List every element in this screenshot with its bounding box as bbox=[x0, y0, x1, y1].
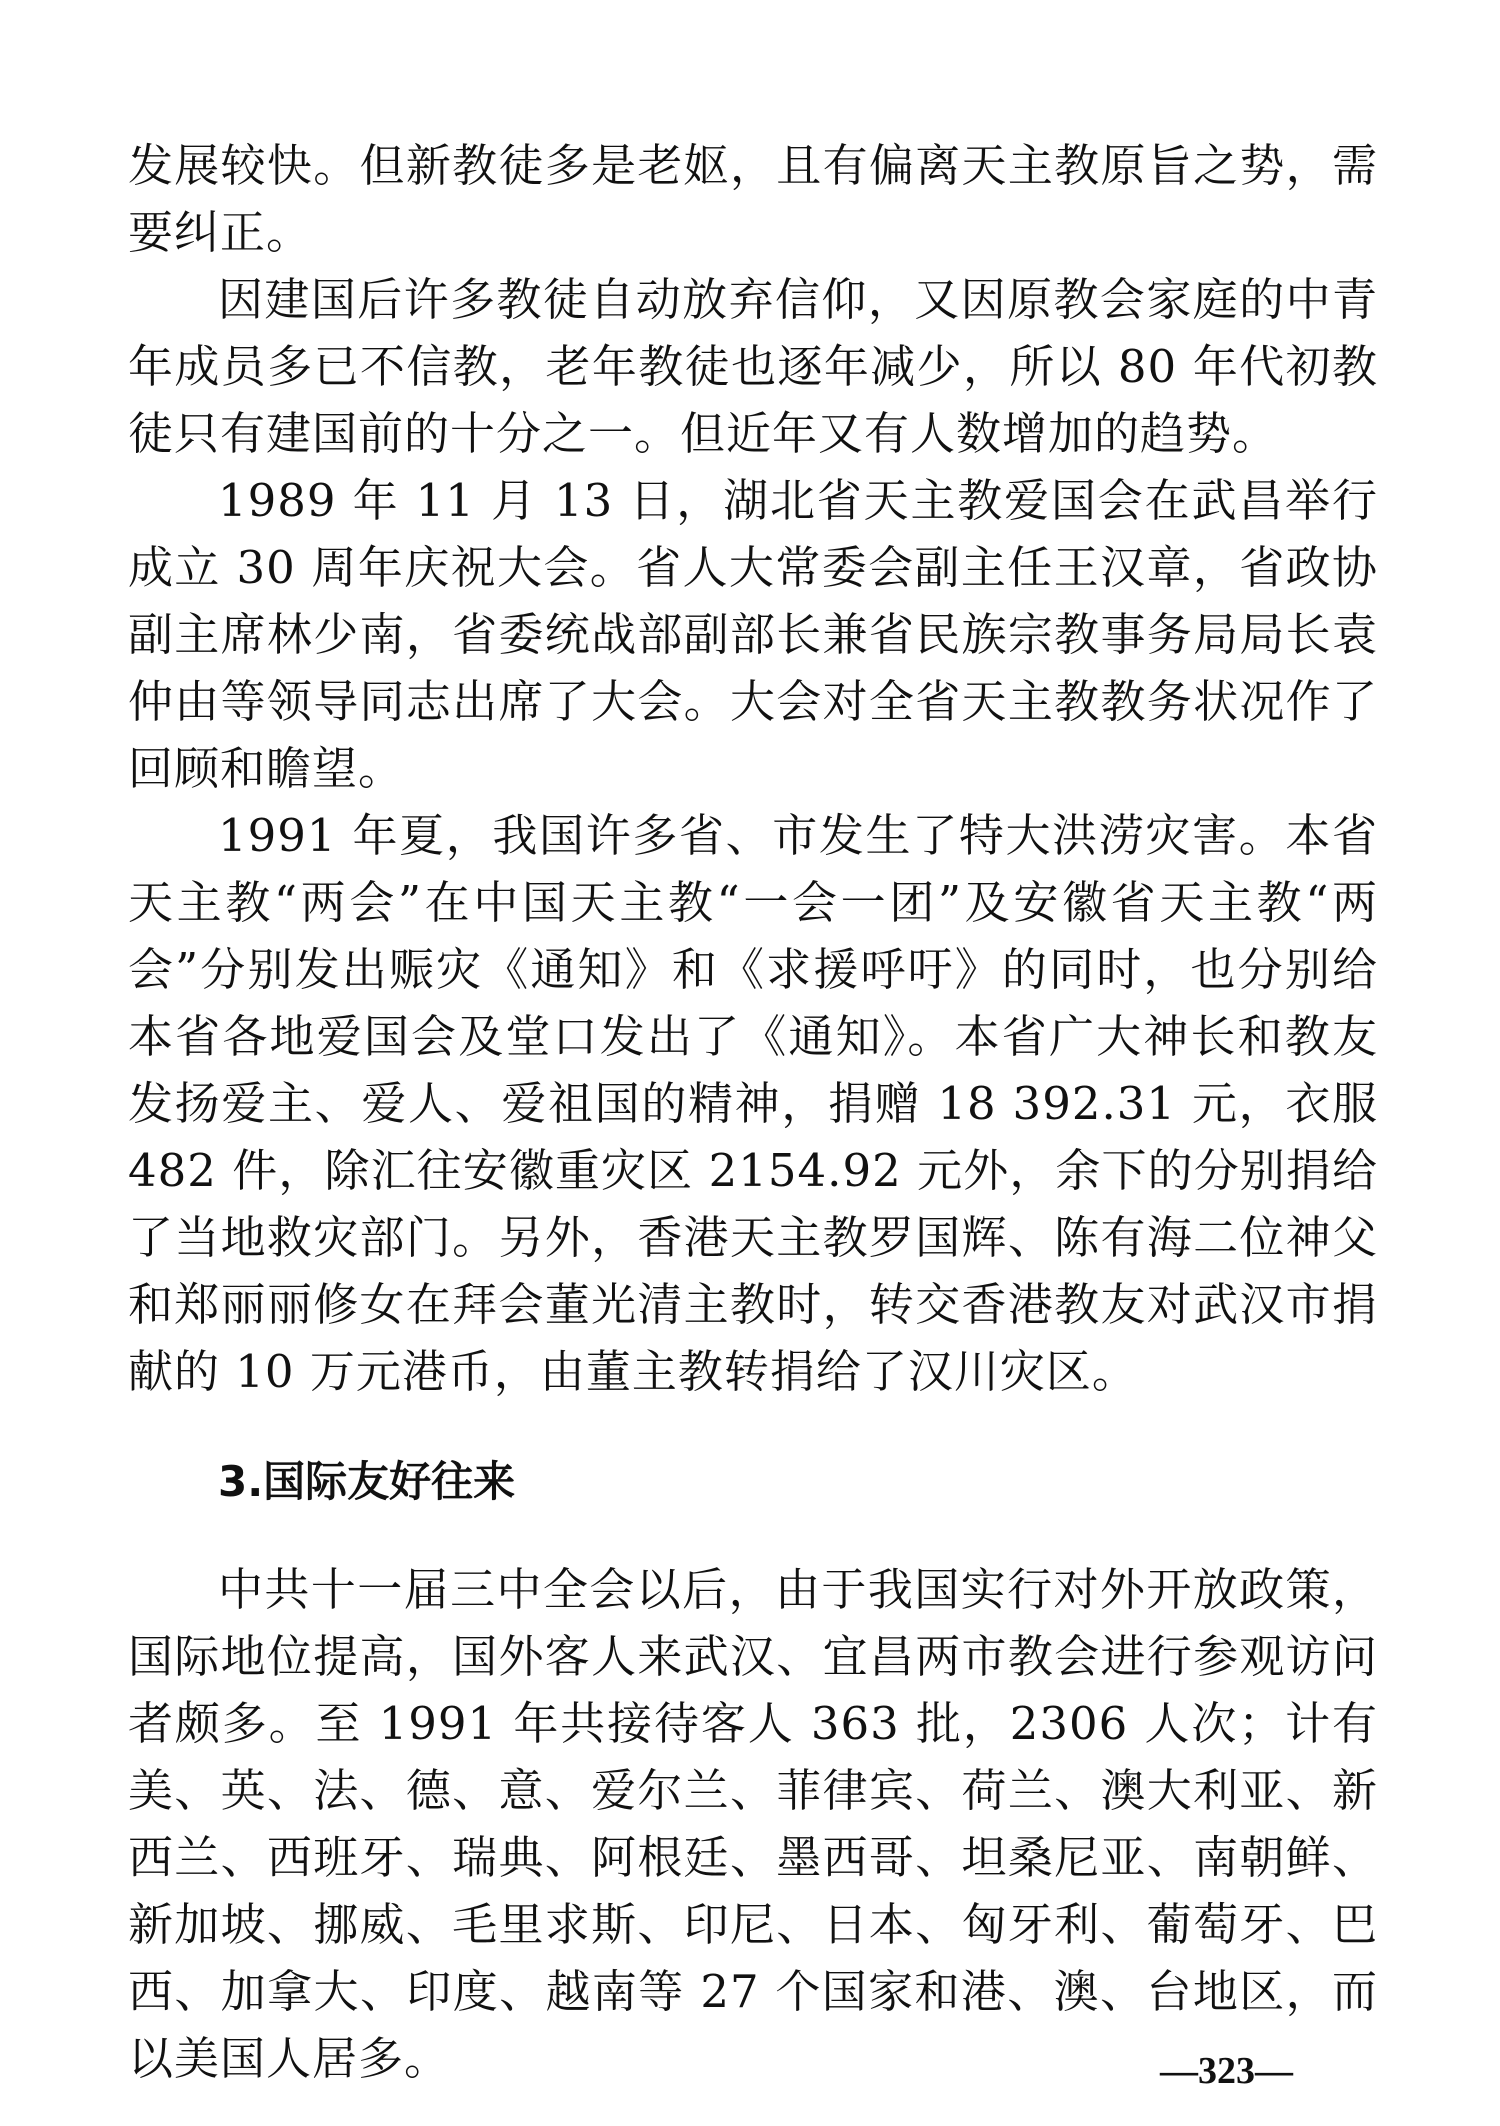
paragraph-continuation: 发展较快。但新教徒多是老妪，且有偏离天主教原旨之势，需要纠正。 bbox=[128, 139, 1378, 259]
page-number: —323— bbox=[1160, 2050, 1293, 2092]
paragraph-international-exchange: 中共十一届三中全会以后，由于我国实行对外开放政策，国际地位提高，国外客人来武汉、宜昌两市教会进行参观访问者颇多。至 1991 年共接待客人 363 批，2306 人次；计有美、英、法、德、意、爱尔兰、菲律宾、荷兰、澳大利亚、新西兰、西班牙、瑞典、阿根廷、墨西哥、坦桑尼亚、南朝鲜、新加坡、挪威、毛里求斯、印尼、日本、匈牙利、葡萄牙、巴西、加拿大、印度、越南等 27 个国家和港、澳、台地区，而以美国人居多。 bbox=[128, 1563, 1378, 2085]
body-text-top bbox=[128, 132, 1378, 1405]
body-text-bottom bbox=[128, 1556, 1378, 2092]
paragraph-1989-anniversary: 1989 年 11 月 13 日，湖北省天主教爱国会在武昌举行成立 30 周年庆祝大会。省人大常委会副主任王汉章，省政协副主席林少南，省委统战部副部长兼省民族宗教事务局局长袁仲由等领导同志出席了大会。大会对全省天主教教务状况作了回顾和瞻望。 bbox=[128, 474, 1378, 795]
paragraph-1991-flood-relief: 1991 年夏，我国许多省、市发生了特大洪涝灾害。本省天主教“两会”在中国天主教“一会一团”及安徽省天主教“两会”分别发出赈灾《通知》和《求援呼吁》的同时，也分别给本省各地爱国会及堂口发出了《通知》。本省广大神长和教友发扬爱主、爱人、爱祖国的精神，捐赠 18 392.31 元，衣服 482 件，除汇往安徽重灾区 2154.92 元外，余下的分别捐给了当地救灾部门。另外，香港天主教罗国辉、陈有海二位神父和郑丽丽修女在拜会董光清主教时，转交香港教友对武汉市捐献的 10 万元港币，由董主教转捐给了汉川灾区。 bbox=[128, 809, 1378, 1398]
section-heading: 3.国际友好往来 bbox=[218, 1457, 516, 1506]
paragraph-believers-decline: 因建国后许多教徒自动放弃信仰，又因原教会家庭的中青年成员多已不信教，老年教徒也逐年减少，所以 80 年代初教徒只有建国前的十分之一。但近年又有人数增加的趋势。 bbox=[128, 273, 1378, 460]
